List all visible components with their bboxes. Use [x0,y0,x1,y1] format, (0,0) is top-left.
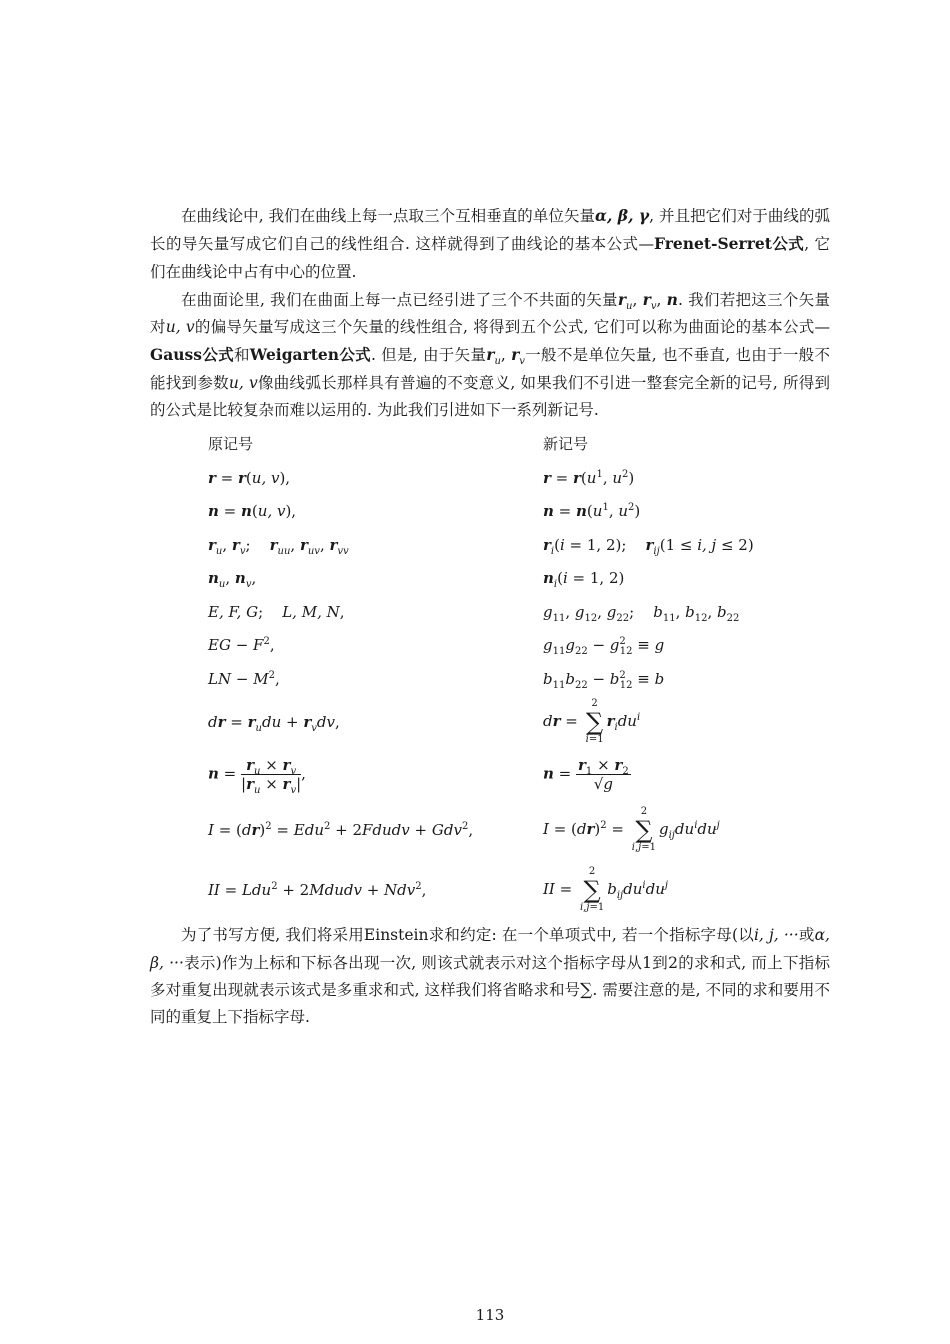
new-notation-header: 新记号 [543,435,589,454]
table-row: dr = $r_udu + r_vdv$, dr = 2 ∑ i=1 $r_idu^i$ [208,698,641,746]
table-row: LN − $M^2$, $b_{11}b_{22} - b^2_{12} \equiv b$ [208,669,665,691]
para2-text-3: 的偏导矢量写成这三个矢量的线性组合, 将得到五个公式, 它们可以称为曲面论的基本公式— [194,318,830,337]
latin-indices: i, j, ··· [753,926,799,945]
paragraph-surface: 在曲面论里, 我们在曲面上每一点已经引进了三个不共面的矢量$r_u$, $r_v$, n. 我们若把这三个矢量对u, v的偏导矢量写成这三个矢量的线性组合, 将得到五个公式, 它们可以称为曲面论的基本公式— Gauss公式和Weigarten公式. 但是, 由于矢量$r_u$, $r_v$一般不是单位矢量, 也不垂直, 也由于一般不能找到参数u, v像曲线弧长那样具有普遍的不变意义, 如果我们不引进一整套完全新的记号, 所得到的公式是比较复杂而难以运用的. 为此我们引进如下一系列新记号. [150,289,831,420]
table-row: E, F, G; L, M, N, $g_{11}$, $g_{12}$, $g_{22}$; $b_{11}$, $b_{12}$, $b_{22}$ [208,602,740,624]
frenet-serret-term: Frenet-Serret公式 [653,234,805,254]
paragraph-einstein: 为了书写方便, 我们将采用Einstein求和约定: 在一个单项式中, 若一个指标字母(以i, j, ···或α, β, ···表示)作为上标和下标各出现一次, 则该式就表示对这个指标字母从1到2的求和式, 而上下指标多对重复出现就表示该式是多重求和式, 这样我们将省略求和号∑. 需要注意的是, 不同的求和要用不同的重复上下指标字母. [150,926,830,1027]
gauss-term: Gauss公式 [150,345,234,365]
para3-or: 或 [798,926,815,945]
para2-text-2: . 我们若把这三个矢量对 [150,290,831,337]
table-row: $n_u$, $n_v$, $n_i(i = 1$, 2) [208,569,625,591]
table-row: $r_u$, $r_v$; $r_{uu}$, $r_{uv}$, $r_{vv}$ $r_i(i = 1$, 2); $r_{ij}(1 \le i$, j ≤ 2) [208,535,754,557]
table-row: r = r(u, v), $r = r(u^1$, $u^2$) [208,468,635,487]
para3-text-3: . 需要注意的是, 不同的求和要用不同的重复上下指标字母. [150,980,830,1027]
page-number: 113 [475,1306,505,1324]
table-row: n = n(u, v), $n = n(u^1$, $u^2$) [208,502,641,521]
greek-indices: α, β, ··· [150,926,830,972]
para2-text-6: 像曲线弧长那样具有普遍的不变意义, 如果我们不引进一整套完全新的记号, 所得到的公式是比较复杂而难以运用的. 为此我们引进如下一系列新记号. [150,373,830,420]
notation-table [208,428,754,920]
para2-text-1: 在曲面论里, 我们在曲面上每一点已经引进了三个不共面的矢量 [181,290,618,309]
para3-text-2: 表示)作为上标和下标各出现一次, 则该式就表示对这个指标字母从1到2的求和式, 而上下指标多对重复出现就表示该式是多重求和式, 这样我们将省略求和号 [150,953,830,999]
weigarten-term: Weigarten公式 [249,345,371,365]
table-row: EG − $F^2$, $g_{11}g_{22} - g^2_{12} \equiv g$ [208,636,665,658]
para2-and: 和 [233,346,250,365]
paragraph-frenet [150,202,830,286]
para2-text-5: 一般不是单位矢量, 也不垂直, 也由于一般不能找到参数 [150,346,830,392]
old-notation-header: 原记号 [208,435,254,454]
para2-text-4: . 但是, 由于矢量 [371,346,487,365]
para3-text-1: 为了书写方便, 我们将采用Einstein求和约定: 在一个单项式中, 若一个指标字母(以 [181,926,754,945]
greek-vectors: α, β, γ [595,206,650,225]
table-row: II = Ldu$^2$ + 2Mdudv + Ndv$^2$, II = 2 ∑ i,j=1 $b_{ij}du^idu^j$ [208,866,668,914]
table-row: I = (dr)$^2$ = Edu$^2$ + 2Fdudv + Gdv$^2$, I = (dr)$^2$ = 2 ∑ i,j=1 $g_{ij}du^idu^j$ [208,806,720,854]
para1-text-1: 在曲线论中, 我们在曲线上每一点取三个互相垂直的单位矢量 [181,207,596,225]
page-body [150,202,831,1324]
para1-text-3: , 它们在曲线论中占有中心的位置. [150,235,830,281]
table-row: n = $\frac{r_u \times r_v}{|r_u \times r_v|}$ , n = $\frac{r_1 \times r_2}{√g}$ [208,755,629,796]
table-header-row [208,428,754,462]
para1-text-2: , 并且把它们对于曲线的弧长的导矢量写成它们自己的线性组合. 这样就得到了曲线论的基本公式— [150,207,830,254]
